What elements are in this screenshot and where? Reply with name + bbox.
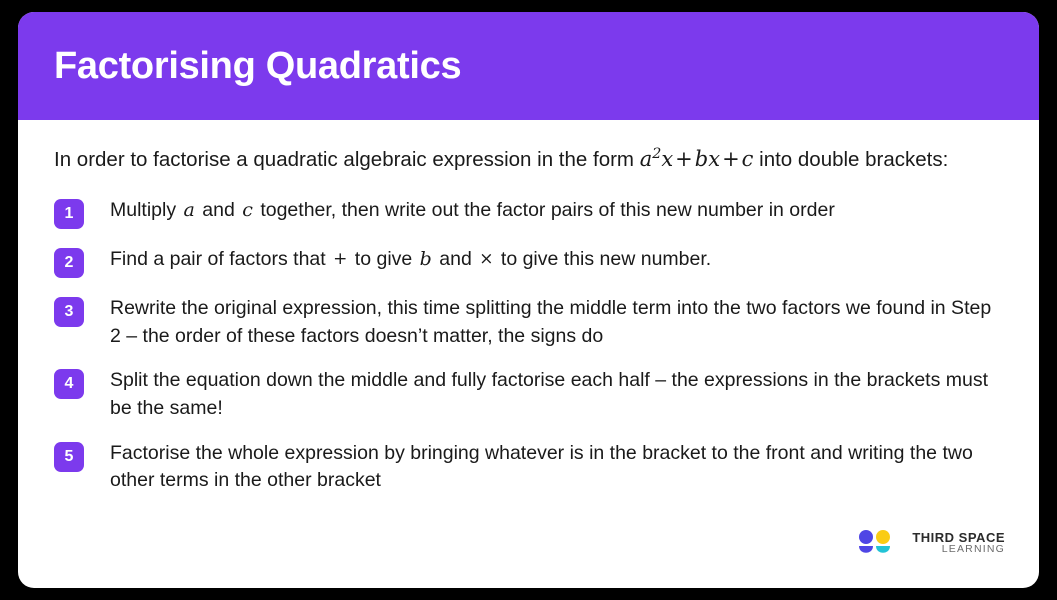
step-number-badge: 3 — [54, 297, 84, 327]
step-number-badge: 1 — [54, 199, 84, 229]
content-card — [18, 12, 1039, 588]
brand-logo — [856, 528, 1005, 558]
step2-text-b: to give — [354, 247, 413, 270]
quadratic-formula: $a^2x+bx+c$ — [639, 146, 754, 171]
step-number-badge: 2 — [54, 248, 84, 278]
list-item — [54, 440, 1003, 495]
intro-text-part2: into double brackets: — [759, 148, 949, 171]
step-number-badge: 5 — [54, 442, 84, 472]
step1-var-a: a — [183, 198, 195, 221]
header-bar — [18, 12, 1039, 120]
list-item — [54, 295, 1003, 350]
step2-var-b: b — [419, 247, 432, 270]
step1-text-c: together, then write out the factor pairs of this new number in order — [260, 198, 835, 221]
third-space-learning-logo-icon — [856, 528, 902, 558]
list-item — [54, 246, 1003, 278]
step-text: Factorise the whole expression by bringing whatever is in the bracket to the front and writing the two other terms in the other bracket — [110, 441, 973, 492]
step-number-badge: 4 — [54, 369, 84, 399]
list-item — [54, 197, 1003, 229]
card-body — [18, 120, 1039, 588]
multiply-symbol: × — [479, 248, 494, 269]
step-text — [110, 246, 711, 274]
step1-text-a: Multiply — [110, 198, 177, 221]
logo-wordmark — [912, 531, 1005, 556]
step-text: Rewrite the original expression, this time splitting the middle term into the two factors we found in Step 2 – the order of these factors doesn’t matter, the signs do — [110, 296, 992, 347]
intro-paragraph — [54, 144, 1003, 175]
intro-text-part1: In order to factorise a quadratic algebraic expression in the form — [54, 148, 634, 171]
logo-line-2: LEARNING — [941, 543, 1005, 556]
page-title: Factorising Quadratics — [54, 44, 462, 87]
step-text — [110, 197, 835, 225]
steps-list — [54, 197, 1003, 495]
step2-text-c: and — [439, 247, 472, 270]
step-text: Split the equation down the middle and fully factorise each half – the expressions in the brackets must be the same! — [110, 369, 989, 419]
step2-text-d: to give this new number. — [500, 247, 712, 270]
logo-line-1: THIRD SPACE — [912, 529, 1005, 545]
step2-text-a: Find a pair of factors that — [110, 247, 326, 270]
step1-var-c: c — [242, 198, 253, 221]
step1-text-b: and — [202, 198, 235, 221]
plus-symbol: + — [333, 248, 348, 269]
list-item — [54, 367, 1003, 422]
